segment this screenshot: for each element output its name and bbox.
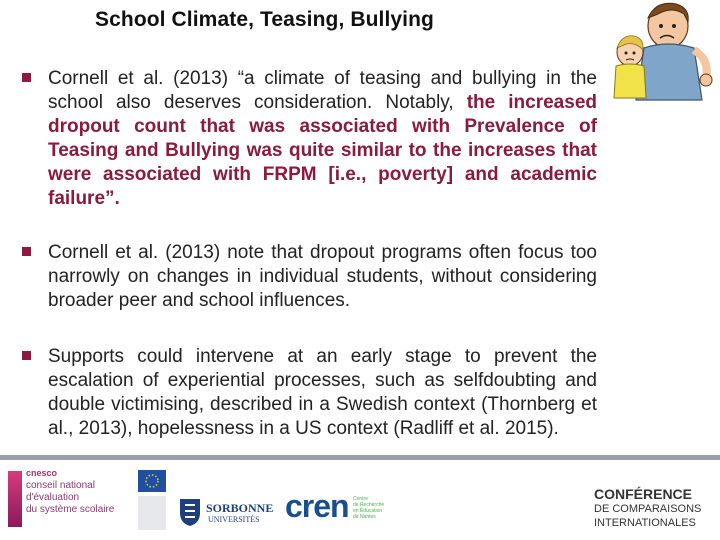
bullet-text-3: Supports could intervene at an early stage to prevent the escalation of experiential processes, such as selfdoubting and double victimising, described in a Swedish context (Thornberg et al., 2013), hopelessness in a US context (Radliff et al. 2015). bbox=[48, 346, 597, 439]
cren-subtitle bbox=[353, 496, 384, 520]
bullet-item-2 bbox=[22, 241, 597, 313]
bullet-item-3 bbox=[22, 345, 597, 441]
bullet-square-icon bbox=[22, 351, 31, 360]
bullet-square-icon bbox=[22, 73, 31, 82]
bullet-text-1 bbox=[48, 67, 597, 211]
cnesco-bar-icon bbox=[8, 471, 22, 527]
sorbonne-logo bbox=[178, 495, 278, 531]
bullet-square-icon bbox=[22, 247, 31, 256]
cnesco-name: cnesco bbox=[26, 468, 58, 478]
cren-sub-1: Centre bbox=[353, 496, 369, 502]
cren-sub-4: de Nantes bbox=[353, 514, 376, 520]
cnesco-line-1: conseil national bbox=[26, 480, 95, 491]
cren-logo bbox=[285, 488, 395, 530]
bully-clipart-illustration bbox=[606, 0, 714, 102]
bullet-1-lead: Cornell et al. (2013) “a climate of teasing and bullying in the school also deserves consideration. Notably, bbox=[48, 68, 597, 113]
conference-line-1: CONFÉRENCE bbox=[594, 486, 693, 502]
sorbonne-name: SORBONNE bbox=[206, 501, 274, 515]
cren-sub-2: de Recherche bbox=[353, 502, 385, 508]
cren-name: cren bbox=[285, 488, 349, 524]
sorbonne-shield-icon bbox=[178, 497, 202, 527]
slide-title: School Climate, Teasing, Bullying bbox=[95, 8, 434, 31]
cnesco-line-3: du système scolaire bbox=[26, 504, 115, 515]
bullet-text-2: Cornell et al. (2013) note that dropout programs often focus too narrowly on changes in individual students, without considering broader peer and school influences. bbox=[48, 242, 597, 311]
cnesco-logo bbox=[8, 468, 128, 534]
footer-divider bbox=[0, 455, 720, 460]
cren-sub-3: en Éducation bbox=[353, 508, 383, 514]
conference-logo bbox=[594, 486, 716, 538]
conference-line-3: INTERNATIONALES bbox=[594, 517, 696, 529]
sorbonne-sub: UNIVERSITÉS bbox=[208, 515, 260, 524]
bullet-item-1 bbox=[22, 67, 597, 211]
eu-logo bbox=[138, 470, 166, 532]
conference-line-2: DE COMPARAISONS bbox=[594, 503, 702, 515]
bullet-1-highlight: the increased dropout count that was associated with Prevalence of Teasing and Bullying was quite similar to the increases that were associated with FRPM [i.e., poverty] and academic failure”. bbox=[48, 92, 597, 209]
cnesco-line-2: d'évaluation bbox=[26, 492, 80, 503]
